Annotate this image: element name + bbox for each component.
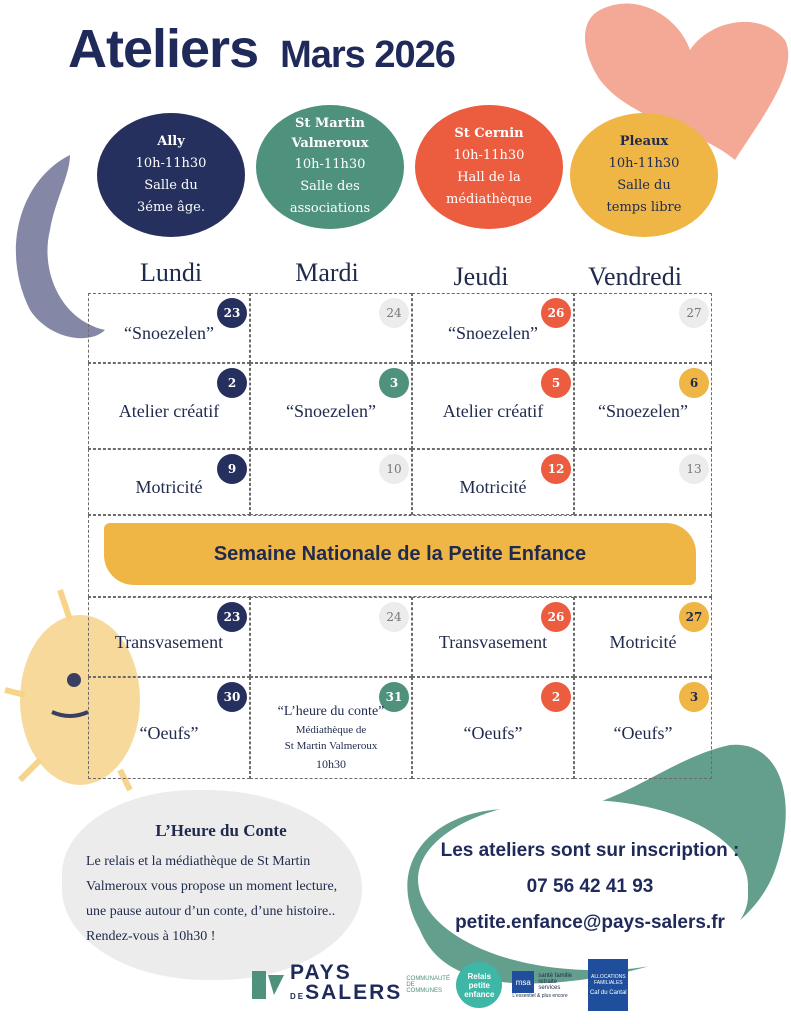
msa-text: santé famille retraite services [538, 973, 572, 991]
date-badge: 13 [679, 454, 709, 484]
caf-logo [588, 959, 628, 1011]
location-st-cernin [415, 105, 563, 229]
activity-label: Motricité [609, 632, 677, 652]
calendar-cell [412, 449, 574, 515]
msa-tag: L’essentiel & plus encore [512, 993, 568, 999]
day-header-lundi: Lundi [139, 258, 203, 287]
date-badge: 3 [379, 368, 409, 398]
activity-label: “Snoezelen” [124, 323, 214, 343]
location-time: 10h-11h30 [135, 156, 207, 171]
conte-title: L’Heure du Conte [155, 821, 287, 840]
conte-text: Le relais et la médiathèque de St Martin Valmeroux vous propose un moment lecture, une pause autour d’un conte, d’une histoire.. Rendez-vous à 10h30 ! [86, 854, 338, 944]
location-place: 3éme âge. [136, 200, 205, 215]
day-header-mardi: Mardi [295, 258, 359, 287]
activity-label: “Snoezelen” [598, 401, 688, 421]
calendar-cell [250, 363, 412, 449]
logo-community: COMMUNAUTÉ DE COMMUNES [406, 976, 450, 994]
calendar-cell [412, 597, 574, 677]
date-badge: 31 [379, 682, 409, 712]
event-banner: Semaine Nationale de la Petite Enfance [104, 523, 696, 585]
title-text: Ateliers [68, 19, 259, 79]
location-name: Pleaux [619, 134, 669, 149]
calendar-cell [88, 449, 250, 515]
date-badge: 9 [217, 454, 247, 484]
leaf-icon [250, 967, 286, 1003]
calendar-cell [412, 677, 574, 779]
date-badge: 27 [679, 602, 709, 632]
calendar-cell [250, 677, 412, 779]
date-badge: 2 [541, 682, 571, 712]
calendar-cell [250, 449, 412, 515]
date-badge: 10 [379, 454, 409, 484]
calendar-cell [88, 597, 250, 677]
contact-phone[interactable]: 07 56 42 41 93 [526, 876, 654, 897]
activity-label: Transvasement [114, 632, 224, 652]
date-badge: 3 [679, 682, 709, 712]
activity-label: “L’heure du conte” [277, 704, 385, 719]
calendar-cell [574, 363, 712, 449]
calendar-cell [88, 293, 250, 363]
activity-label: “Oeufs” [463, 723, 523, 743]
location-time: 10h-11h30 [453, 148, 525, 163]
pays-de-salers-logo [250, 961, 450, 1007]
location-place: Salle du [144, 178, 198, 193]
date-badge: 24 [379, 602, 409, 632]
location-place: temps libre [606, 200, 682, 215]
contact-email[interactable]: petite.enfance@pays-salers.fr [455, 912, 725, 933]
calendar-cell [88, 363, 250, 449]
calendar-cell [250, 597, 412, 677]
location-place: Salle du [617, 178, 671, 193]
location-st-martin [256, 105, 404, 229]
day-header-jeudi: Jeudi [453, 262, 509, 291]
activity-label: Motricité [135, 477, 203, 497]
msa-logo [512, 971, 578, 999]
date-badge: 23 [217, 298, 247, 328]
calendar-cell [574, 677, 712, 779]
date-badge: 27 [679, 298, 709, 328]
location-name: St Cernin [454, 126, 524, 141]
calendar-cell [574, 449, 712, 515]
location-ally [97, 113, 245, 237]
location-name: St Martin Valmeroux [291, 116, 369, 151]
activity-label: Atelier créatif [442, 401, 544, 421]
day-header-vendredi: Vendredi [588, 262, 682, 291]
location-name: Ally [157, 134, 185, 149]
calendar-cell [412, 293, 574, 363]
contact-info [440, 840, 740, 934]
contact-line: Les ateliers sont sur inscription : [440, 840, 740, 861]
date-badge: 6 [679, 368, 709, 398]
activity-detail: 10h30 [316, 757, 346, 771]
activity-detail: Médiathèque de [295, 724, 367, 736]
calendar-cell [88, 677, 250, 779]
activity-label: “Oeufs” [613, 723, 673, 743]
relais-logo: Relais petite enfance [456, 962, 502, 1008]
calendar-cell [574, 293, 712, 363]
calendar-cell [574, 597, 712, 677]
date-badge: 24 [379, 298, 409, 328]
date-badge: 30 [217, 682, 247, 712]
logo-de: DE [290, 992, 306, 1001]
activity-label: Atelier créatif [118, 401, 220, 421]
date-badge: 26 [541, 298, 571, 328]
location-place: Hall de la [457, 170, 521, 185]
location-time: 10h-11h30 [294, 157, 366, 172]
activity-label: “Snoezelen” [448, 323, 538, 343]
location-place: Salle des [300, 179, 360, 194]
caf-text-2: Caf du Cantal [589, 990, 627, 996]
date-badge: 23 [217, 602, 247, 632]
conte-info [86, 818, 356, 949]
calendar-cell [412, 363, 574, 449]
date-badge: 2 [217, 368, 247, 398]
msa-icon: msa [512, 971, 534, 993]
activity-label: “Snoezelen” [286, 401, 376, 421]
activity-label: Motricité [459, 477, 527, 497]
location-place: médiathèque [446, 192, 532, 207]
date-badge: 26 [541, 602, 571, 632]
activity-detail: St Martin Valmeroux [284, 740, 378, 752]
logo-bar [250, 955, 628, 1015]
activity-label: “Oeufs” [139, 723, 199, 743]
logo-pays: PAYS [290, 961, 352, 984]
date-badge: 5 [541, 368, 571, 398]
calendar-cell [250, 293, 412, 363]
activity-label: Transvasement [438, 632, 548, 652]
location-time: 10h-11h30 [608, 156, 680, 171]
logo-salers: SALERS [305, 981, 403, 1004]
page-title [68, 18, 455, 80]
location-place: associations [289, 201, 371, 216]
location-pleaux [570, 113, 718, 237]
caf-text: ALLOCATIONS FAMILIALES [590, 974, 626, 986]
date-badge: 12 [541, 454, 571, 484]
month-text: Mars 2026 [280, 34, 455, 76]
